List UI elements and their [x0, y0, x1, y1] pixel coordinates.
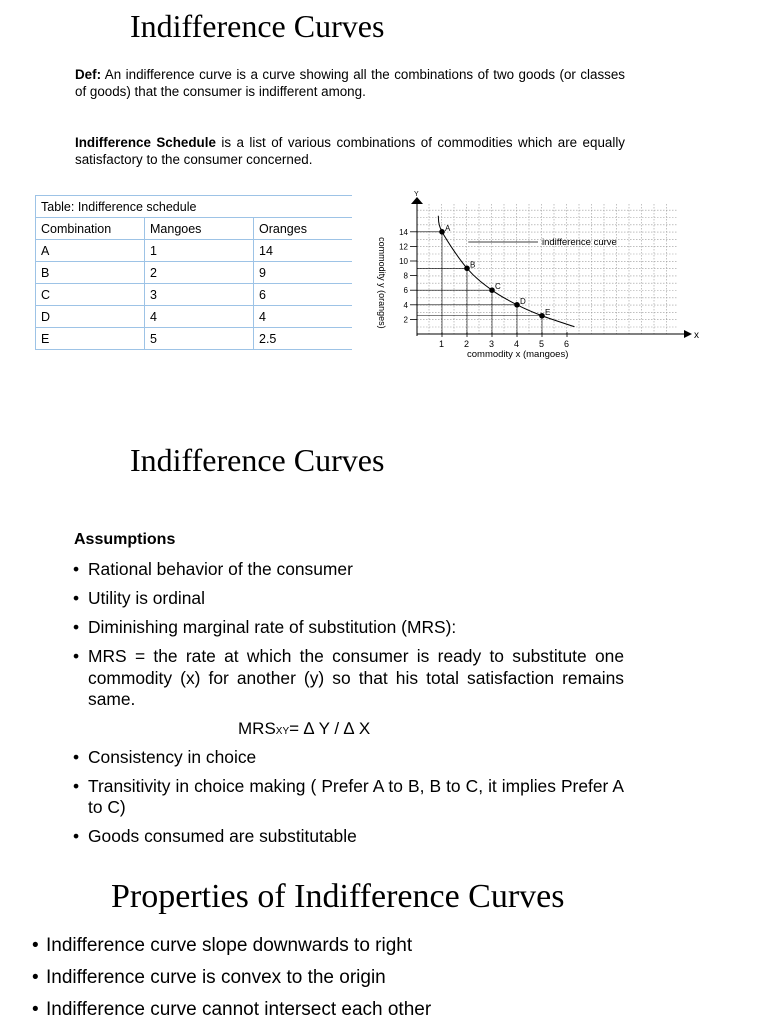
point-label: B [470, 260, 476, 270]
list-item [72, 617, 624, 639]
table-caption: Table: Indifference schedule [36, 196, 353, 218]
point-label: E [545, 307, 551, 317]
table-cell: 9 [254, 262, 353, 284]
data-point [489, 287, 495, 293]
x-tick-label: 5 [539, 339, 545, 349]
table-row [36, 240, 353, 262]
section3-title: Properties of Indifference Curves [111, 878, 565, 915]
x-tick-label: 2 [464, 339, 470, 349]
y-tick-label: 12 [399, 242, 408, 252]
y-tick-label: 4 [403, 300, 408, 310]
list-item [72, 559, 624, 581]
table-cell: A [36, 240, 145, 262]
table-header-combination: Combination [36, 218, 145, 240]
table-header-mangoes: Mangoes [145, 218, 254, 240]
table-cell: 3 [145, 284, 254, 306]
table-cell: 14 [254, 240, 353, 262]
y-axis-letter: Y [414, 191, 419, 198]
point-label: C [495, 282, 501, 292]
assumption-text: MRS = the rate at which the consumer is ready to substitute one commodity (x) for another (y) so that his total satisfaction remains same. [88, 646, 624, 709]
property-text: Indifference curve is convex to the origin [46, 967, 386, 988]
assumptions-list [72, 559, 624, 855]
x-tick-label: 6 [564, 339, 570, 349]
data-point [464, 266, 470, 272]
point-label: A [445, 223, 451, 233]
table-row [36, 328, 353, 350]
mrs-formula [238, 719, 370, 739]
assumption-text: Transitivity in choice making ( Prefer A to B, B to C, it implies Prefer A to C) [88, 775, 624, 817]
table-cell: 6 [254, 284, 353, 306]
bullet-icon: • [73, 617, 80, 637]
y-tick-label: 8 [403, 271, 408, 281]
assumption-text: Goods consumed are substitutable [88, 826, 357, 846]
y-tick-label: 10 [399, 257, 408, 266]
table-cell: C [36, 284, 145, 306]
formula-main: MRS [238, 719, 276, 738]
list-item [72, 588, 624, 610]
bullet-icon: • [73, 559, 80, 579]
table-cell: 5 [145, 328, 254, 350]
formula-rest: = ∆ Y / ∆ X [289, 719, 371, 738]
table-row [36, 262, 353, 284]
property-text: Indifference curve cannot intersect each other [46, 999, 432, 1020]
x-axis-letter: x [694, 330, 699, 341]
assumption-text: Consistency in choice [88, 746, 257, 767]
list-item [72, 646, 624, 711]
section1-title: Indifference Curves [130, 8, 385, 44]
schedule-text: is a list of various combinations of commodities which are equally satisfactory to the consumer concerned. [75, 135, 625, 167]
bullet-icon: • [32, 935, 39, 956]
table-cell: 2.5 [254, 328, 353, 350]
list-item [30, 967, 730, 989]
bullet-icon: • [73, 588, 80, 608]
x-tick-label: 3 [489, 339, 495, 349]
table-cell: 2 [145, 262, 254, 284]
y-axis-title: commodity y (oranges) [377, 237, 387, 329]
assumption-text: Diminishing marginal rate of substitution (MRS): [88, 617, 457, 637]
curve-label: indifference curve [542, 237, 617, 249]
point-label: D [520, 296, 526, 306]
bullet-icon: • [32, 967, 39, 988]
assumptions-heading: Assumptions [74, 531, 176, 548]
property-text: Indifference curve slope downwards to right [46, 935, 413, 956]
formula-subscript: XY [275, 726, 290, 737]
table-header-oranges: Oranges [254, 218, 353, 240]
x-axis-title: commodity x (mangoes) [467, 349, 569, 360]
list-item [72, 826, 624, 848]
indifference-schedule-table [35, 195, 352, 350]
bullet-icon: • [73, 775, 80, 796]
assumption-text: Utility is ordinal [88, 588, 205, 608]
schedule-paragraph [75, 134, 625, 168]
data-point [439, 229, 445, 235]
table-cell: 4 [254, 306, 353, 328]
table-cell: B [36, 262, 145, 284]
properties-list [30, 935, 730, 1031]
table-row [36, 306, 353, 328]
y-tick-label: 6 [403, 286, 408, 296]
bullet-icon: • [32, 999, 39, 1020]
list-item [30, 999, 730, 1021]
table-cell: 4 [145, 306, 254, 328]
data-point [539, 313, 545, 319]
schedule-label: Indifference Schedule [75, 135, 216, 150]
x-tick-label: 1 [439, 339, 445, 349]
bullet-icon: • [73, 646, 80, 666]
x-tick-label: 4 [514, 339, 520, 349]
y-axis-arrow-icon [411, 197, 423, 204]
table-cell: E [36, 328, 145, 350]
x-axis-arrow-icon [684, 330, 692, 338]
list-item [72, 747, 624, 769]
bullet-icon: • [73, 746, 80, 767]
list-item [72, 776, 624, 819]
table-row [36, 284, 353, 306]
indifference-curve-chart [366, 186, 700, 362]
definition-paragraph [75, 66, 625, 100]
definition-text: An indifference curve is a curve showing all the combinations of two goods (or classes of goods) that the consumer is indifferent among. [75, 67, 625, 99]
data-point [514, 302, 520, 308]
definition-label: Def: [75, 67, 102, 82]
table-cell: D [36, 306, 145, 328]
table-cell: 1 [145, 240, 254, 262]
assumption-text: Rational behavior of the consumer [88, 559, 353, 579]
section2-title: Indifference Curves [130, 442, 385, 478]
list-item [30, 935, 730, 957]
y-tick-label: 2 [403, 315, 408, 325]
y-tick-label: 14 [399, 227, 408, 237]
bullet-icon: • [73, 826, 80, 846]
